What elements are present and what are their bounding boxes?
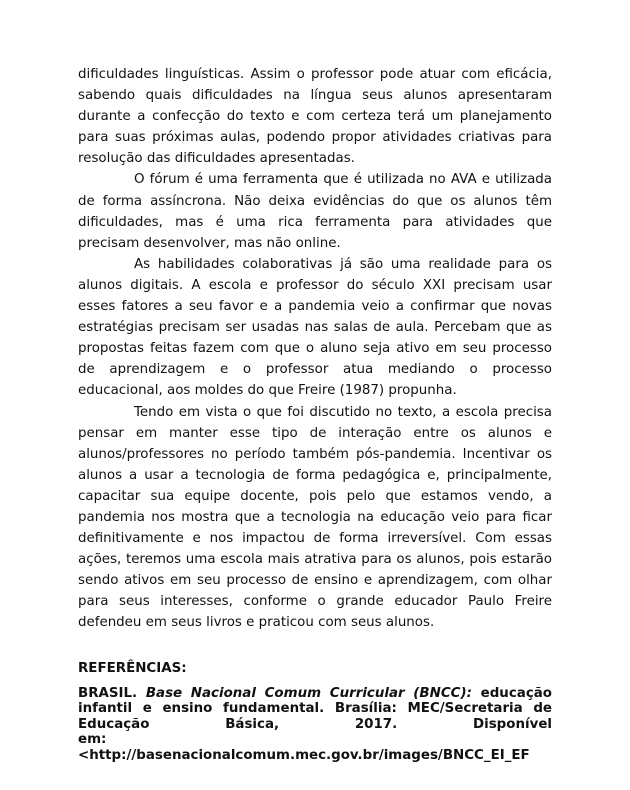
reference-title: Base Nacional Comum Curricular (BNCC): bbox=[145, 685, 472, 701]
reference-line-1 bbox=[78, 686, 552, 702]
document-page bbox=[78, 64, 552, 764]
references-heading: REFERÊNCIAS: bbox=[78, 660, 187, 676]
paragraph-2: O fórum é uma ferramenta que é utilizada no AVA e utilizada de forma assíncrona. Não deixa evidências do que os alunos têm dificuldades, mas é uma rica ferramenta para atividades que precisam desenvolver, mas não online. bbox=[78, 172, 552, 251]
reference-entry bbox=[78, 686, 552, 764]
reference-line-3: Educação Básica, 2017. Disponível bbox=[78, 716, 552, 732]
reference-author: BRASIL. bbox=[78, 685, 138, 701]
reference-line-4: em:<http://basenacionalcomum.mec.gov.br/images/BNCC_EI_EF bbox=[78, 732, 530, 763]
reference-line-2: infantil e ensino fundamental. Brasília: MEC/Secretaria de bbox=[78, 701, 552, 717]
paragraph-4: Tendo em vista o que foi discutido no texto, a escola precisa pensar em manter esse tipo de interação entre os alunos e alunos/professores no período também pós-pandemia. Incentivar os alunos a usar a tecnologia de forma pedagógica e, principalmente, capacitar sua equipe docente, pois pelo que estamos vendo, a pandemia nos mostra que a tecnologia na educação veio para ficar definitivamente e nos impactou de forma irreversível. Com essas ações, teremos uma escola mais atrativa para os alunos, pois estarão sendo ativos em seu processo de ensino e aprendizagem, com olhar para seus interesses, conforme o grande educador Paulo Freire defendeu em seus livros e praticou com seus alunos. bbox=[78, 404, 552, 631]
paragraph-3: As habilidades colaborativas já são uma realidade para os alunos digitais. A escola e professor do século XXI precisam usar esses fatores a seu favor e a pandemia veio a confirmar que novas estratégias precisam ser usadas nas salas de aula. Percebam que as propostas feitas fazem com que o aluno seja ativo em seu processo de aprendizagem e o professor atua mediando o processo educacional, aos moldes do que Freire (1987) propunha. bbox=[78, 256, 552, 399]
reference-line-1-rest: educação bbox=[480, 685, 552, 701]
paragraph-1: dificuldades linguísticas. Assim o professor pode atuar com eficácia, sabendo quais dificuldades na língua seus alunos apresentaram durante a confecção do texto e com certeza terá um planejamento para suas próximas aulas, podendo propor atividades criativas para resolução das dificuldades apresentadas. bbox=[78, 67, 552, 167]
